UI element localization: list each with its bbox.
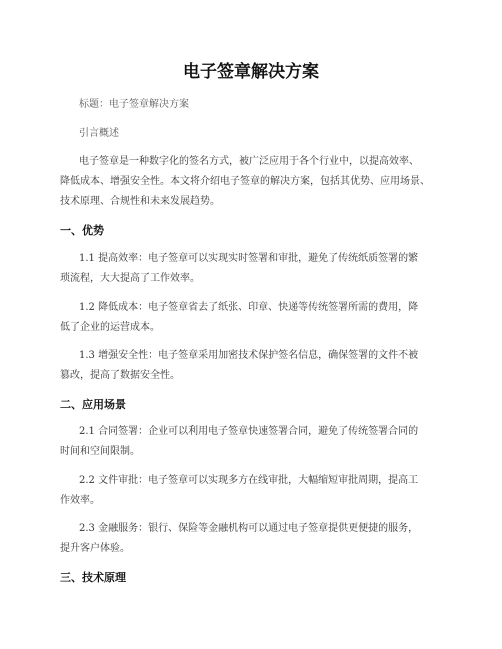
paragraph-line: 1.3 增强安全性：电子签章采用加密技术保护签名信息，确保签署的文件不被 [79, 350, 419, 361]
intro-line: 降低成本、增强安全性。本文将介绍电子签章的解决方案，包括其优势、应用场景、 [60, 176, 430, 187]
section-heading-scenarios: 二、应用场景 [60, 398, 126, 411]
paragraph-line: 2.1 合同签署：企业可以利用电子签章快速签署合同，避免了传统签署合同的 [79, 426, 419, 437]
paragraph-line: 提升客户体验。 [60, 543, 130, 554]
document-title: 电子签章解决方案 [183, 62, 319, 82]
paragraph-line: 琐流程，大大提高了工作效率。 [60, 273, 200, 284]
paragraph-line: 时间和空间限制。 [60, 446, 140, 457]
paragraph-line: 2.3 金融服务：银行、保险等金融机构可以通过电子签章提供更便捷的服务， [79, 523, 419, 534]
intro-heading: 引言概述 [79, 128, 119, 139]
paragraph-line: 1.2 降低成本：电子签章省去了纸张、印章、快递等传统签署所需的费用，降 [79, 302, 419, 313]
paragraph-line: 作效率。 [60, 495, 100, 506]
section-heading-technology: 三、技术原理 [60, 571, 126, 584]
intro-line: 电子签章是一种数字化的签名方式，被广泛应用于各个行业中，以提高效率、 [79, 156, 419, 167]
paragraph-line: 1.1 提高效率：电子签章可以实现实时签署和审批，避免了传统纸质签署的繁 [79, 253, 419, 264]
paragraph-line: 2.2 文件审批：电子签章可以实现多方在线审批，大幅缩短审批周期，提高工 [79, 475, 419, 486]
paragraph-line: 篡改，提高了数据安全性。 [60, 370, 180, 381]
intro-line: 技术原理、合规性和未来发展趋势。 [60, 196, 220, 207]
section-heading-advantages: 一、优势 [60, 224, 104, 237]
paragraph-line: 低了企业的运营成本。 [60, 322, 160, 333]
subtitle-line: 标题：电子签章解决方案 [79, 99, 189, 110]
